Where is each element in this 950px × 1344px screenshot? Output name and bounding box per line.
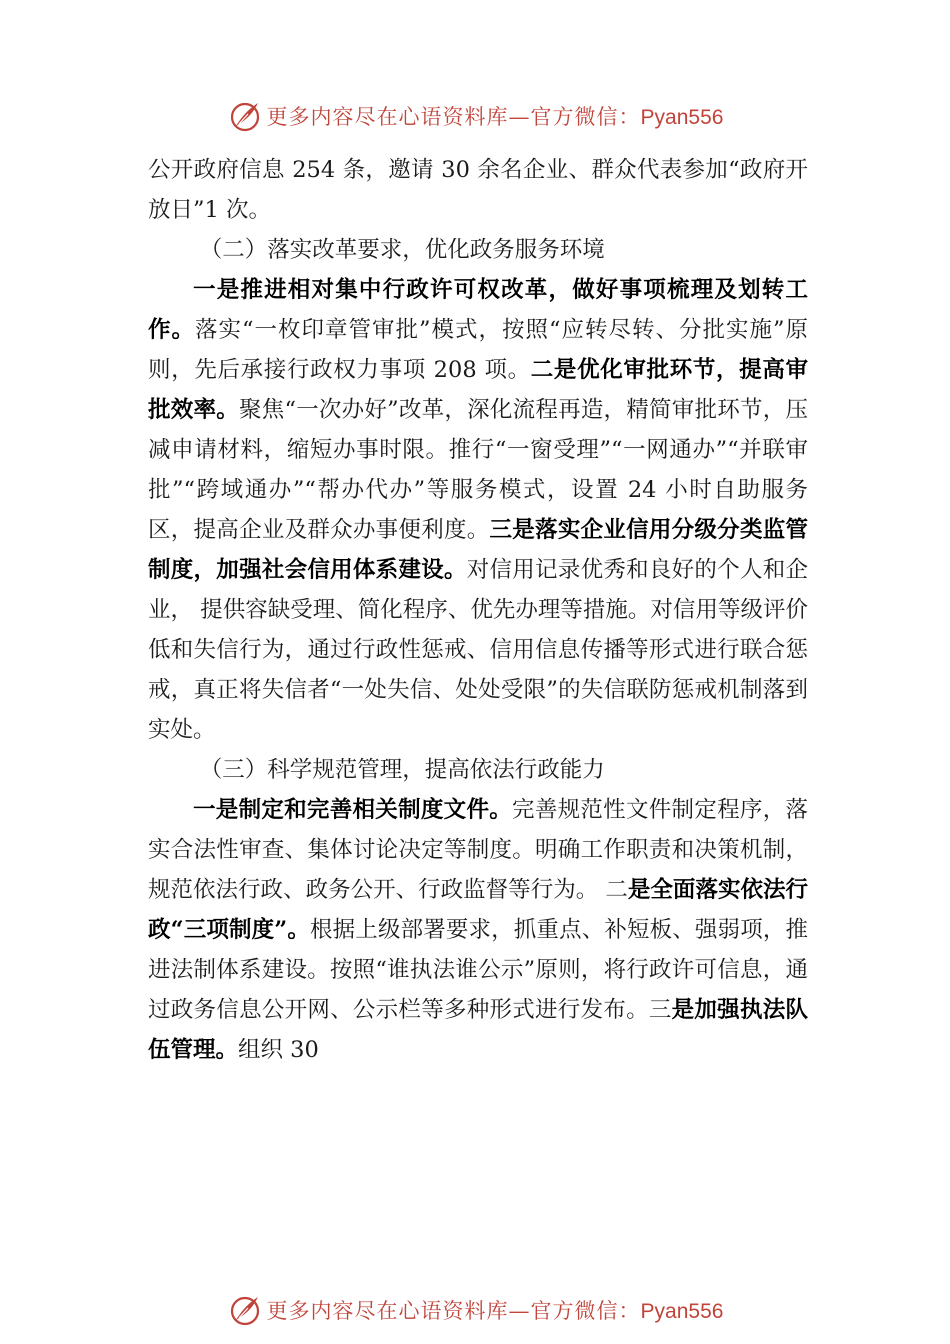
- section-heading: （三）科学规范管理，提高依法行政能力: [199, 757, 605, 783]
- document-body: [148, 150, 808, 1070]
- watermark-text: 更多内容尽在心语资料库—官方微信：Pyan556: [266, 1299, 724, 1323]
- bold-lead: 一是推进相对集中行政许可权改革，做好事项梳理及划转工作。: [148, 277, 808, 343]
- watermark-text: 更多内容尽在心语资料库—官方微信：Pyan556: [266, 105, 724, 129]
- watermark-header: [0, 94, 950, 138]
- paragraph: 公开政府信息 254 条，邀请 30 余名企业、群众代表参加“政府开放日”1 次。: [148, 157, 808, 223]
- section-heading: （二）落实改革要求，优化政务服务环境: [199, 237, 605, 263]
- feather-pen-circle-icon: [227, 98, 263, 134]
- bold-lead: 三是落实企业信用分级分类监管制度，加强社会信用体系建设。: [148, 517, 808, 583]
- bold-lead: 是加强执法队伍管理。: [148, 997, 808, 1063]
- bold-lead: 二是优化审批环节，提高审批效率。: [148, 357, 808, 423]
- watermark-footer: [0, 1288, 950, 1332]
- paragraph: 一是推进相对集中行政许可权改革，做好事项梳理及划转工作。落实“一枚印章管审批”模式，按照“应转尽转、分批实施”原则，先后承接行政权力事项 208 项。二是优化审批环节，提高审批效率。聚焦“一次办好”改革，深化流程再造，精简审批环节，压减申请材料，缩短办事时限。推行“一窗受理”“一网通办”“并联审批”“跨域通办”“帮办代办”等服务模式，设置 24 小时自助服务区，提高企业及群众办事便利度。三是落实企业信用分级分类监管制度，加强社会信用体系建设。对信用记录优秀和良好的个人和企业， 提供容缺受理、简化程序、优先办理等措施。对信用等级评价低和失信行为，通过行政性惩戒、信用信息传播等形式进行联合惩戒，真正将失信者“一处失信、处处受限”的失信联防惩戒机制落到实处。: [148, 277, 808, 743]
- feather-pen-circle-icon: [227, 1292, 263, 1328]
- paragraph: 一是制定和完善相关制度文件。完善规范性文件制定程序，落实合法性审查、集体讨论决定等制度。明确工作职责和决策机制，规范依法行政、政务公开、行政监督等行为。 二是全面落实依法行政“三项制度”。根据上级部署要求，抓重点、补短板、强弱项，推进法制体系建设。按照“谁执法谁公示”原则，将行政许可信息，通过政务信息公开网、公示栏等多种形式进行发布。三是加强执法队伍管理。组织 30: [148, 797, 808, 1063]
- bold-lead: 是全面落实依法行政“三项制度”。: [148, 877, 808, 943]
- bold-lead: 一是制定和完善相关制度文件。: [193, 797, 513, 823]
